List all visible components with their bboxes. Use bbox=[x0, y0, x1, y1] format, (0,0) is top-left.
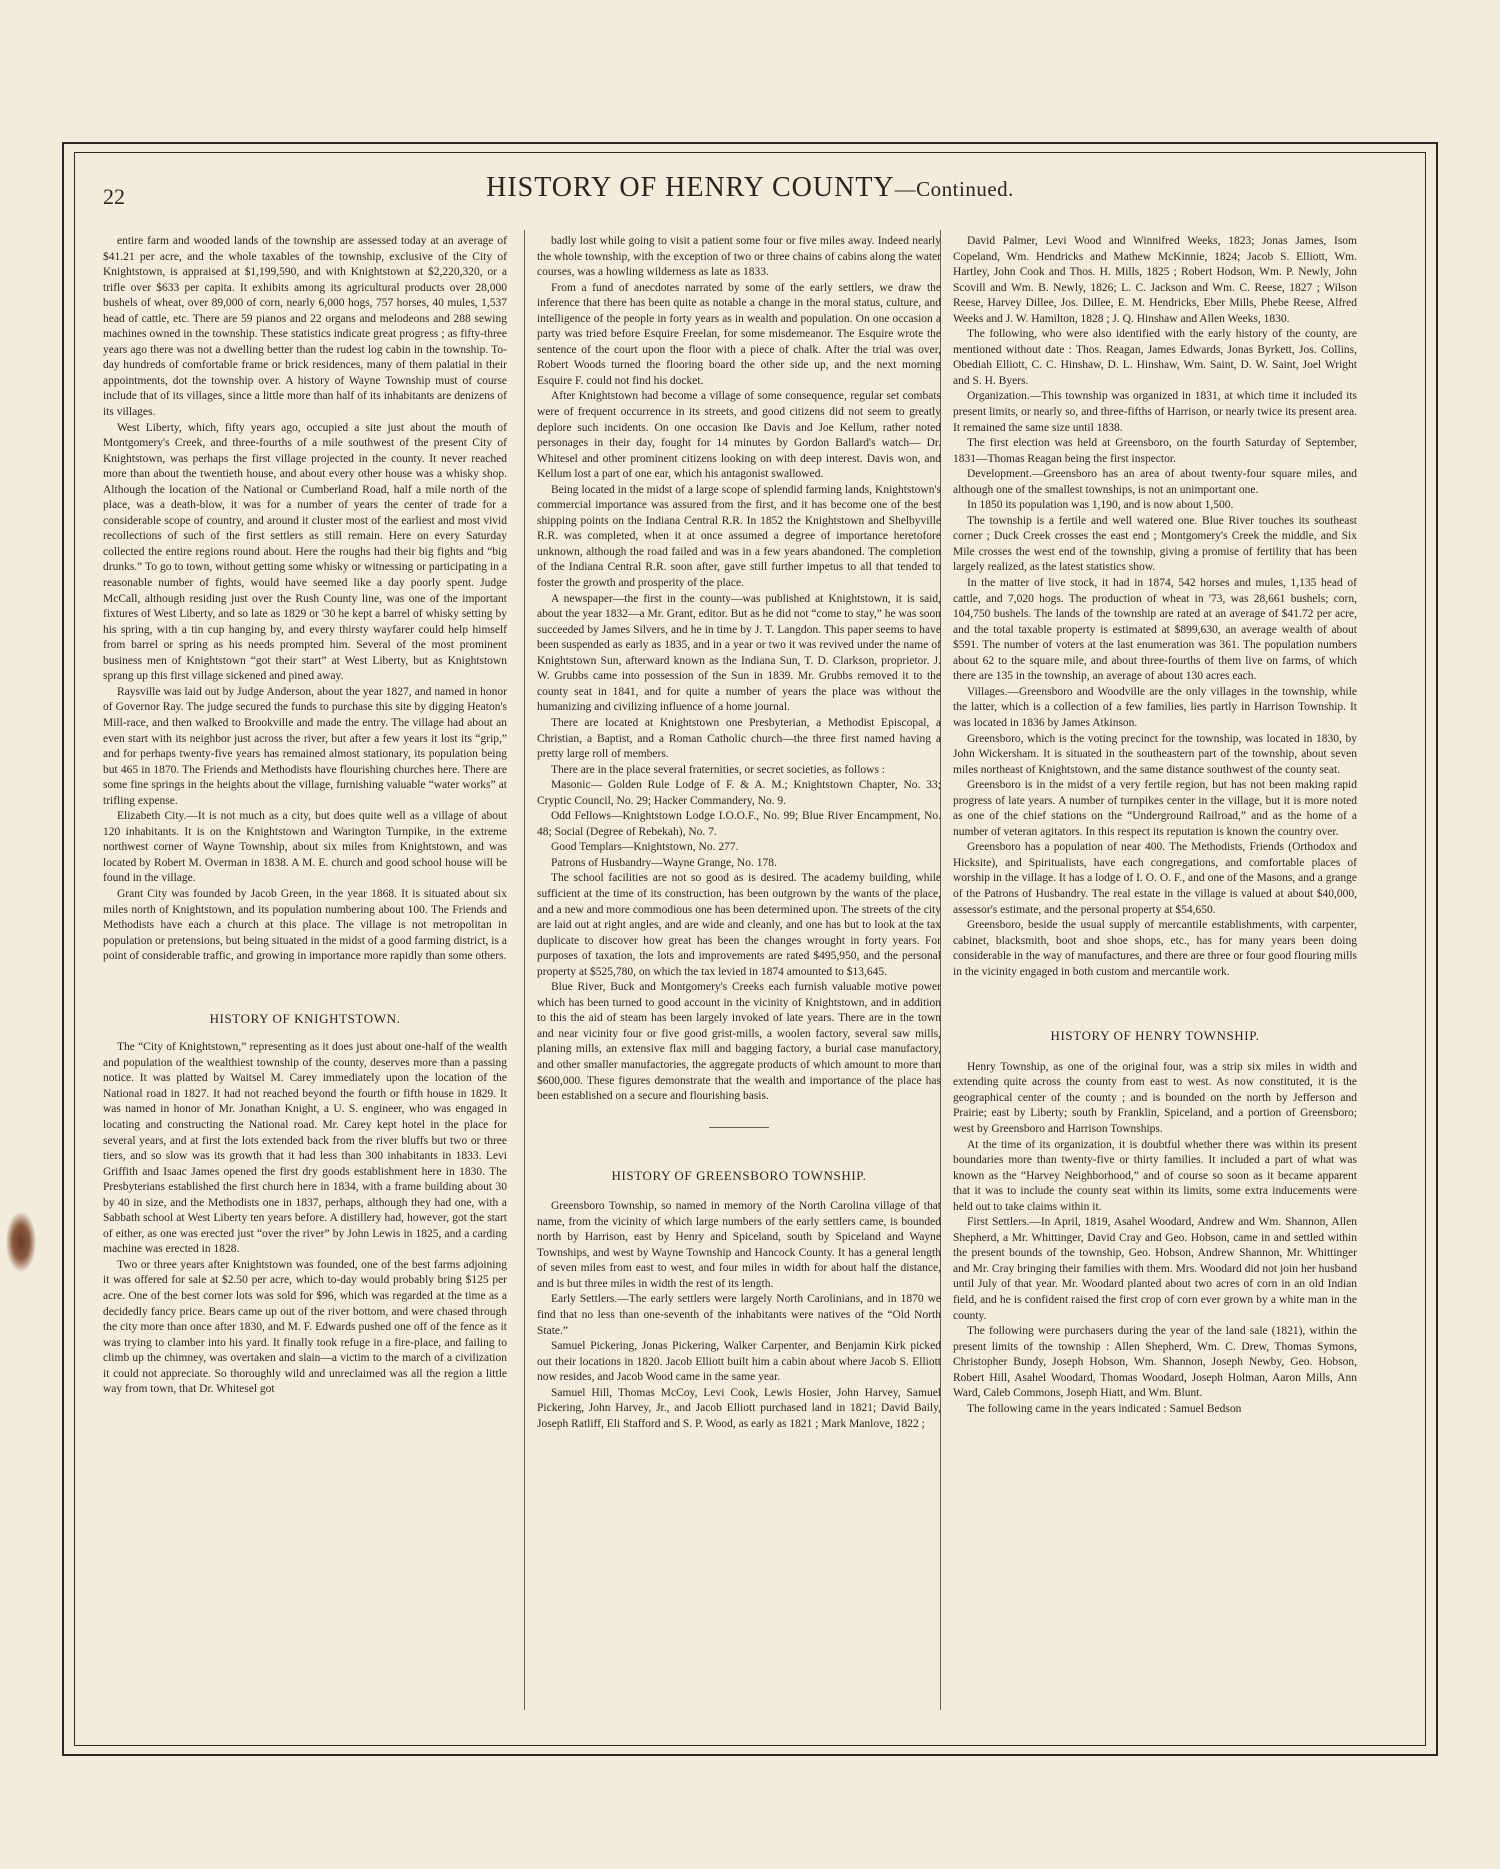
paragraph: Samuel Pickering, Jonas Pickering, Walker Carpenter, and Benjamin Kirk picked out their locations in 1820. Jacob Elliott built him a cabin about where Jacob S. Elliott now resides, and Jacob Wood came in the same year. bbox=[537, 1340, 941, 1384]
page-stain bbox=[6, 1212, 36, 1272]
paragraph: First Settlers.—In April, 1819, Asahel Woodard, Andrew and Wm. Shannon, Allen Shepherd, a Mr. Whittinger, David Cray and Geo. Hobson, came in and settled within the present bounds of the township, Geo. Hobson, Andrew Shannon, Mr. Whittinger and Mr. Cray bringing their families with them. Mrs. Woodard did not join her husband until July of that year. Mr. Woodard planted about two acres of corn in an old Indian field, and he is confident raised the first crop of corn ever grown by a white man in the county. bbox=[953, 1216, 1357, 1322]
paragraph: At the time of its organization, it is doubtful whether there was within its present boundaries more than twenty-five or thirty families. It included a part of what was known as the “Harvey Neighborhood,” and of course so soon as it became apparent that it was to include the county seat within its limits, some extra inducements were held out to take claims within it. bbox=[953, 1138, 1357, 1213]
paragraph: In 1850 its population was 1,190, and is now about 1,500. bbox=[967, 499, 1234, 512]
paragraph: West Liberty, which, fifty years ago, occupied a site just about the mouth of Montgomery's Creek, and three-fourths of a mile southwest of the present City of Knightstown, was perhaps the first village projected in the county. It never reached more than about the twentieth house, and about every other house was a whisky shop. Although the location of the National or Cumberland Road, half a mile north of the place, was a death-blow, it was for a number of years the center of trade for a considerable scope of country, and around it cluster most of the earliest and most vivid recollections of such of the first settlers as still remain. Here on every Saturday collected the entire regions round about. Here the roughs had their big fights and “big drunks.” To go to town, without getting some whisky or witnessing or participating in a reasonable number of fights, would have seemed like a day poorly spent. Judge McCall, although residing just over the Rush County line, was one of the important fixtures of West Liberty, and so late as 1829 or '30 he kept a barrel of whisky setting by his spring, with a tin cup hanging by, and every thirsty wayfarer could help himself from barrel or spring as his needs prompted him. Several of the most prominent business men of Knightstown “got their start” at West Liberty, but as Knightstown sprang up this first village sickened and pined away. bbox=[103, 421, 507, 683]
paragraph: Greensboro has a population of near 400. The Methodists, Friends (Orthodox and Hicksite), and Spiritualists, have each congregations, and comfortable places of worship in the village. It has a lodge of I. O. O. F., and one of the Masons, and a grange of the Patrons of Husbandry. The real estate in the village is valued at about $40,000, assessor's estimate, and the personal property at $54,650. bbox=[953, 841, 1357, 916]
paragraph: The “City of Knightstown,” representing as it does just about one-half of the wealth and population of the wealthiest township of the county, deserves more than a passing notice. It was platted by Waitsel M. Carey immediately upon the location of the National road in 1827. It had not reached beyond the fourth or fifth house in 1829. It was named in honor of Mr. Jonathan Knight, a U. S. engineer, who was engaged in locating and constructing the National road. Mr. Carey kept hotel in the place for several years, and at first the lots extended back from the river bluffs but two or three tiers, and so slow was its growth that it had less than 300 inhabitants in 1833. Levi Griffith and Isaac James opened the first dry goods establishment here in 1830. The Presbyterians established the first church here in 1834, with a frame building about 30 by 40 in size, and the Methodists one in 1837, perhaps, although they had one, with a Sabbath school at West Liberty ten years before. A distillery had, however, got the start of either, as one was erected just “over the river” by John Lewis in 1825, and a carding machine was erected in 1828. bbox=[103, 1041, 507, 1256]
paragraph: David Palmer, Levi Wood and Winnifred Weeks, 1823; Jonas James, Isom Copeland, Wm. Hendricks and Mathew McKinnie, 1824; Jacob S. Elliott, Wm. Hartley, John Cook and Thos. H. Mills, 1825 ; Robert Hodson, Wm. P. Newly, John Scovill and Wm. B. Newly, 1826; L. C. Jackson and Wm. C. Reese, 1827 ; Wilson Reese, Harvey Dillee, Jos. Dillee, E. M. Hendricks, Eber Mills, Phebe Reese, Alfred Weeks and J. W. Hamilton, 1828 ; J. Q. Hinshaw and Allen Weeks, 1830. bbox=[953, 235, 1357, 325]
paragraph: The following were purchasers during the year of the land sale (1821), within the present limits of the township : Allen Shepherd, Wm. C. Drew, Thomas Symons, Christopher Bundy, Joseph Hobson, Wm. Shannon, Joseph Newby, Geo. Hobson, Robert Hill, Asahel Woodard, Thomas Woodard, Joseph Holman, Aaron Mills, Ann Ward, Caleb Commons, Joseph Hiatt, and Wm. Blunt. bbox=[953, 1325, 1357, 1400]
paragraph: In the matter of live stock, it had in 1874, 542 horses and mules, 1,135 head of cattle, and 7,020 hogs. The production of wheat in '73, was 28,661 bushels; corn, 104,750 bushels. The lands of the township are rated at an average of $41.72 per acre, and the total taxable property is estimated at $899,630, an average wealth of about $591. The number of voters at the last enumeration was 361. The population numbers about 62 to the square mile, and about three-fourths of them live on farms, of which there are 135 in the township, an average of about 130 acres each. bbox=[953, 577, 1357, 683]
paragraph: Odd Fellows—Knightstown Lodge I.O.O.F., No. 99; Blue River Encampment, No. 48; Social (Degree of Rebekah), No. 7. bbox=[537, 810, 941, 838]
paragraph: Development.—Greensboro has an area of about twenty-four square miles, and although one of the smallest townships, is not an unimportant one. bbox=[953, 468, 1357, 496]
page-title bbox=[0, 172, 1500, 204]
page-title-main: HISTORY OF HENRY COUNTY bbox=[486, 172, 895, 203]
paragraph: Samuel Hill, Thomas McCoy, Levi Cook, Lewis Hosier, John Harvey, Samuel Pickering, John Harvey, Jr., and Jacob Elliott purchased land in 1821; David Baily, Joseph Ratliff, Eli Stafford and S. P. Wood, as early as 1821 ; Mark Manlove, 1822 ; bbox=[537, 1386, 941, 1430]
paragraph: Patrons of Husbandry—Wayne Grange, No. 178. bbox=[551, 856, 777, 869]
paragraph: From a fund of anecdotes narrated by some of the early settlers, we draw the inference that there has been quite as notable a change in the moral status, culture, and intelligence of the people in forty years as in wealth and population. On one occasion a party was tried before Esquire Freelan, for some misdemeanor. The Esquire wrote the sentence of the court upon the floor with a piece of chalk. After the trial was over, Robert Woods turned the flooring board the other side up, and the next morning Esquire F. could not find his docket. bbox=[537, 281, 941, 387]
paragraph: The following came in the years indicated : Samuel Bedson bbox=[967, 1402, 1242, 1415]
paragraph: Henry Township, as one of the original four, was a strip six miles in width and extending quite across the county from east to west. As now constituted, it is the geographical center of the county ; and is bounded on the north by Jefferson and Prairie; east by Liberty; south by Franklin, Spiceland, and a portion of Greensboro; west by Greensboro and Harrison Townships. bbox=[953, 1060, 1357, 1135]
paragraph: Greensboro, beside the usual supply of mercantile establishments, with carpenter, cabinet, blacksmith, boot and shoe shops, etc., has for many years been doing considerable in the way of manufactures, and there are three or four good flouring mills in the vicinity engaged in both custom and mercantile work. bbox=[953, 919, 1357, 978]
paragraph: entire farm and wooded lands of the township are assessed today at an average of $41.21 per acre, and the whole taxables of the township, exclusive of the City of Knightstown, is appraised at $1,199,590, and with Knightstown at $2,220,320, or a trifle over $633 per capita. It exhibits among its agricultural products over 28,000 bushels of wheat, over 89,000 of corn, nearly 6,000 hogs, 757 horses, 40 mules, 1,537 head of cattle, etc. There are 59 pianos and 22 organs and melodeons and 288 sewing machines owned in the township. These statistics indicate great progress ; as fifty-three years ago there was not a dwelling better than the rudest log cabin in the township. To-day hundreds of comfortable frame or brick residences, many of them palatial in their appointments, dot the township over. A history of Wayne Township must of course include that of its villages, since a little more than half of its inhabitants are denizens of its villages. bbox=[103, 235, 507, 419]
section-heading: HISTORY OF HENRY TOWNSHIP. bbox=[1050, 1028, 1260, 1044]
paragraph: Grant City was founded by Jacob Green, in the year 1868. It is situated about six miles north of Knightstown, and its population numbering about 100. The Friends and Methodists have each a church at this place. The village is not metropolitan in population or pretensions, but being situated in the midst of a good farming district, is a point of considerable traffic, and growing in importance more rapidly than some others. bbox=[103, 887, 507, 963]
paragraph: Greensboro Township, so named in memory of the North Carolina village of that name, from the vicinity of which large numbers of the early settlers came, is bounded north by Harrison, east by Henry and Spiceland, south by Spiceland and Wayne Townships, and west by Wayne Township and Hancock County. It has a general length of seven miles from east to west, and four miles in width for about half the distance, and is but three miles in width the rest of its length. bbox=[537, 1200, 941, 1290]
page-title-continued: —Continued. bbox=[894, 177, 1014, 201]
section-heading: HISTORY OF KNIGHTSTOWN. bbox=[209, 1010, 401, 1026]
paragraph: Being located in the midst of a large scope of splendid farming lands, Knightstown's commercial importance was assured from the first, and it has become one of the best shipping points on the Indiana Central R.R. In 1852 the Knightstown and Shelbyville R.R. was completed, when it at once assumed a degree of importance heretofore unknown, although the road failed and was in a few years abandoned. The completion of the Indiana Central R.R. soon after, gave still further impetus to all that tended to foster the growth and prosperity of the place. bbox=[537, 483, 941, 590]
paragraph: Early Settlers.—The early settlers were largely North Carolinians, and in 1870 we find that no less than one-seventh of the inhabitants were natives of the “Old North State.” bbox=[537, 1293, 941, 1337]
paragraph: Villages.—Greensboro and Woodville are the only villages in the township, while the latter, which is a collection of a few families, lies partly in Harrison Township. It was located in 1836 by James Atkinson. bbox=[953, 685, 1357, 729]
text-column-1 bbox=[103, 234, 507, 1704]
paragraph: Masonic— Golden Rule Lodge of F. & A. M.; Knightstown Chapter, No. 33; Cryptic Council, No. 29; Hacker Commandery, No. 9. bbox=[537, 779, 941, 807]
paragraph: Greensboro is in the midst of a very fertile region, but has not been making rapid progress of late years. A number of turnpikes center in the village, but it is more noted as one of the chief stations on the “Underground Railroad,” and as the home of a number of veteran agitators. In this respect its reputation is known the country over. bbox=[953, 779, 1357, 838]
section-heading: HISTORY OF GREENSBORO TOWNSHIP. bbox=[611, 1167, 867, 1183]
paragraph: The township is a fertile and well watered one. Blue River touches its southeast corner ; Duck Creek crosses the east end ; Montgomery's Creek the middle, and Six Mile crosses the west end of the township, giving a promise of fertility that has been largely realized, as the latest statistics show. bbox=[953, 514, 1357, 574]
paragraph: The school facilities are not so good as is desired. The academy building, while sufficient at the time of its construction, has been outgrown by the wants of the place, and a new and more commodious one has been determined upon. The streets of the city are laid out at right angles, and are wide and cleanly, and one has but to look at the tax duplicate to discover how great has been the changes wrought in forty years. For purposes of taxation, the lots and improvements are rated $495,950, and the personal property at $525,780, on which the tax levied in 1874 amounted to $13,645. bbox=[537, 872, 941, 978]
paragraph: The first election was held at Greensboro, on the fourth Saturday of September, 1831—Thomas Reagan being the first inspector. bbox=[953, 437, 1357, 465]
paragraph: A newspaper—the first in the county—was published at Knightstown, it is said, about the year 1832—a Mr. Grant, editor. But as he did not “come to stay,” he was soon succeeded by James Silvers, and he in time by J. T. Langdon. This paper seems to have been suspended as early as 1835, and in a year or two it was revived under the name of Knightstown Sun, afterward known as the Indiana Sun, T. D. Clarkson, proprietor. J. W. Grubbs came into possession of the Sun in 1839. Mr. Grubbs removed it to the county seat in 1841, and for quite a number of years the place was without the humanizing and civilizing influence of a home journal. bbox=[537, 592, 941, 714]
paragraph: Blue River, Buck and Montgomery's Creeks each furnish valuable motive power which has been turned to good account in the vicinity of Knightstown, and in addition to this the aid of steam has been largely invoked of late years. There are in the town and near vicinity four or five good grist-mills, a woolen factory, several saw mills, planing mills, an extensive flax mill and bagging factory, a burial case manufactory, and other smaller manufactories, the aggregate products of which amount to more than $600,000. These figures demonstrate that the wealth and importance of the place has been established on a secure and flourishing basis. bbox=[537, 981, 941, 1103]
column-rule bbox=[524, 230, 525, 1710]
paragraph: badly lost while going to visit a patient some four or five miles away. Indeed nearly the whole township, with the exception of two or three chains of cabins along the water courses, was a howling wilderness as late as 1833. bbox=[537, 235, 941, 279]
page-number: 22 bbox=[103, 184, 125, 209]
text-column-2 bbox=[537, 234, 941, 1704]
paragraph: There are in the place several fraternities, or secret societies, as follows : bbox=[551, 763, 885, 776]
text-column-3 bbox=[953, 234, 1357, 1704]
paragraph: Good Templars—Knightstown, No. 277. bbox=[551, 841, 739, 854]
paragraph: The following, who were also identified with the early history of the county, are mentioned without date : Thos. Reagan, James Edwards, Jonas Byrkett, Jos. Collins, Obediah Elliott, C. C. Hinshaw, D. L. Hinshaw, Wm. Saint, D. W. Saint, Joel Wright and S. H. Byers. bbox=[953, 328, 1357, 387]
paragraph: Organization.—This township was organized in 1831, at which time it included its present limits, or nearly so, and three-fifths of Harrison, or nearly twice its present area. It remained the same size until 1838. bbox=[953, 390, 1357, 434]
paragraph: Elizabeth City.—It is not much as a city, but does quite well as a village of about 120 inhabitants. It is on the Knightstown and Warington Turnpike, in the extreme northwest corner of Wayne Township, about six miles from Knightstown, and was located by Robert M. Overman in 1838. A M. E. church and good school house will be found in the village. bbox=[103, 810, 507, 885]
paragraph: After Knightstown had become a village of some consequence, regular set combats were of frequent occurrence in its streets, and good citizens did not seem to greatly deplore such incidents. On one occasion Ike Davis and Joe Kellum, rather noted personages in their day, fought for 14 minutes by Gordon Ballard's watch— Dr. Whitesel and other prominent citizens looking on with deep interest. Davis won, and Kellum lost a part of one ear, which his antagonist swallowed. bbox=[537, 390, 941, 481]
paragraph: Greensboro, which is the voting precinct for the township, was located in 1830, by John Wickersham. It is situated in the southeastern part of the township, about seven miles northeast of Knightstown, and the same distance southwest of the county seat. bbox=[953, 732, 1357, 776]
paragraph: Raysville was laid out by Judge Anderson, about the year 1827, and named in honor of Governor Ray. The judge secured the funds to purchase this site by digging Heaton's Mill-race, and then walked to Brookville and made the entry. The village had about an even start with its neighbor just across the river, but after a few years it lost its “grip,” and for perhaps twenty-five years has remained almost stationary, its population being but 465 in 1870. The Friends and Methodists have flourishing churches here. There are some fine springs in the heights about the village, furnishing valuable “water works” at trifling expense. bbox=[103, 685, 507, 807]
paragraph: Two or three years after Knightstown was founded, one of the best farms adjoining it was offered for sale at $2.50 per acre, which to-day would probably bring $125 per acre. One of the best corner lots was sold for $96, which was regarded at the time as a decidedly fancy price. Bears came up out of the river bottom, and were chased through the city more than once after 1830, and M. F. Edwards pushed one off of the fence as it was trying to clamber into his yard. It finally took refuge in a fire-place, and failing to climb up the chimney, was overtaken and slain—a victim to the march of a civilization it could not appreciate. So thoroughly wild and unreclaimed was all the region a little way from town, that Dr. Whitesel got bbox=[103, 1258, 507, 1396]
paragraph: There are located at Knightstown one Presbyterian, a Methodist Episcopal, a Christian, a Baptist, and a Roman Catholic church—the three first named having a pretty large roll of members. bbox=[537, 716, 941, 761]
